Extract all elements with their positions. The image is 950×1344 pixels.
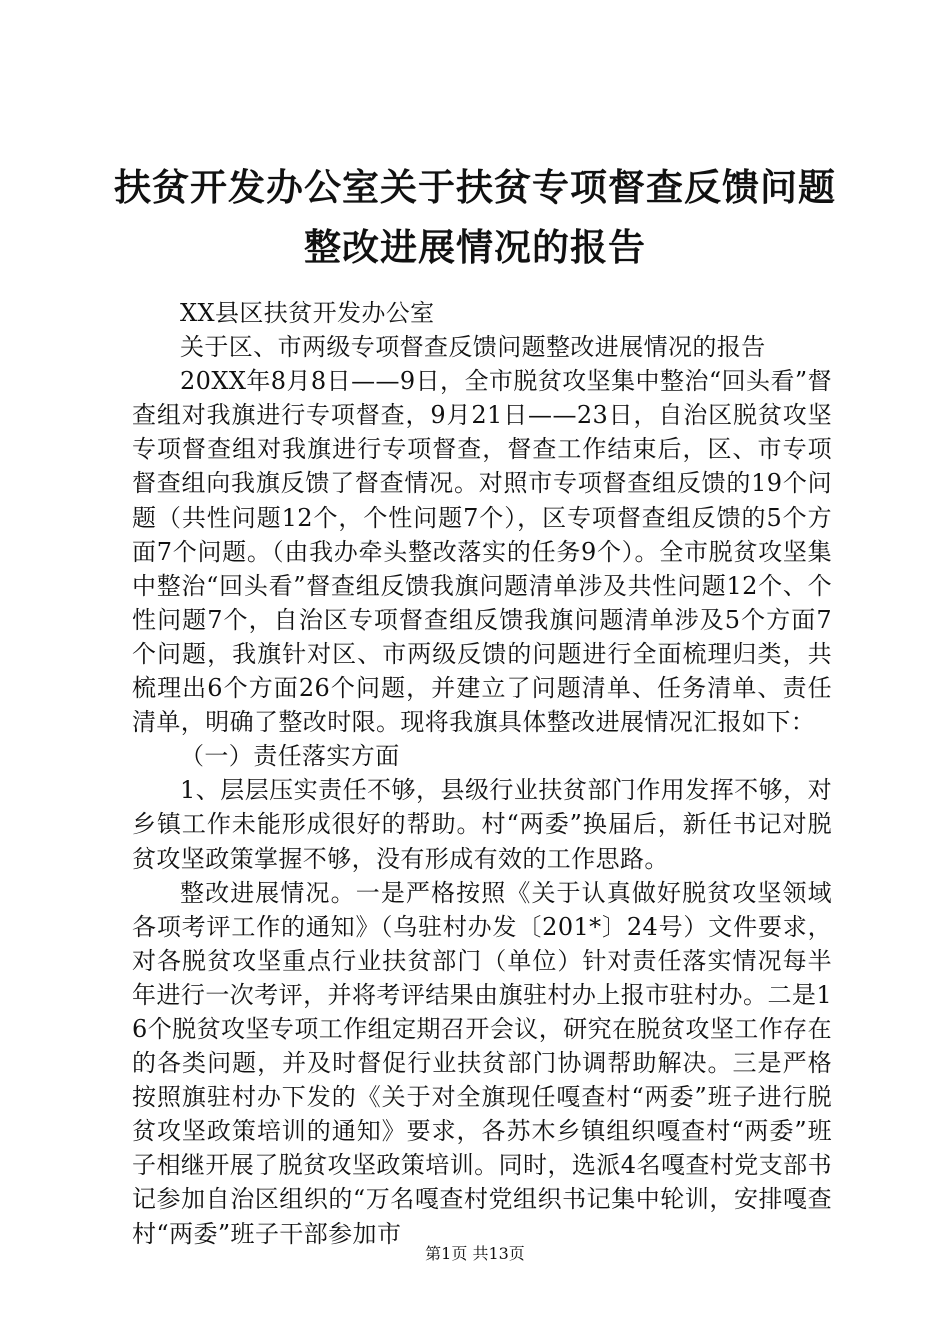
document-body — [132, 296, 832, 1251]
paragraph-office-name: XX县区扶贫开发办公室 — [180, 299, 435, 327]
page-footer: 第1页 共13页 — [425, 1244, 525, 1263]
paragraph-issue-1: 1、层层压实责任不够，县级行业扶贫部门作用发挥不够，对乡镇工作未能形成很好的帮助。村“两委”换届后，新任书记对脱贫攻坚政策掌握不够，没有形成有效的工作思路。 — [132, 776, 832, 873]
paragraph-rectification-progress: 整改进展情况。一是严格按照《关于认真做好脱贫攻坚领域各项考评工作的通知》（乌驻村办发〔201*〕24号）文件要求，对各脱贫攻坚重点行业扶贫部门（单位）针对责任落实情况每半年进行一次考评，并将考评结果由旗驻村办上报市驻村办。二是16个脱贫攻坚专项工作组定期召开会议，研究在脱贫攻坚工作存在的各类问题，并及时督促行业扶贫部门协调帮助解决。三是严格按照旗驻村办下发的《关于对全旗现任嘎查村“两委”班子进行脱贫攻坚政策培训的通知》要求，各苏木乡镇组织嘎查村“两委”班子相继开展了脱贫攻坚政策培训。同时，选派4名嘎查村党支部书记参加自治区组织的“万名嘎查村党组织书记集中轮训，安排嘎查村“两委”班子干部参加市 — [132, 878, 832, 1248]
paragraph-report-heading: 关于区、市两级专项督查反馈问题整改进展情况的报告 — [180, 333, 766, 362]
paragraph-intro: 20XX年8月8日——9日，全市脱贫攻坚集中整治“回头看”督查组对我旗进行专项督查，9月21日——23日，自治区脱贫攻坚专项督查组对我旗进行专项督查，督查工作结束后，区、市专项督查组向我旗反馈了督查情况。对照市专项督查组反馈的19个问题（共性问题12个，个性问题7个），区专项督查组反馈的5个方面7个问题。（由我办牵头整改落实的任务9个）。全市脱贫攻坚集中整治“回头看”督查组反馈我旗问题清单涉及共性问题12个、个性问题7个，自治区专项督查组反馈我旗问题清单涉及5个方面7个问题，我旗针对区、市两级反馈的问题进行全面梳理归类，共梳理出6个方面26个问题，并建立了问题清单、任务清单、责任清单，明确了整改时限。现将我旗具体整改进展情况汇报如下： — [132, 367, 832, 737]
document-title: 扶贫开发办公室关于扶贫专项督查反馈问题整改进展情况的报告 — [114, 166, 836, 269]
section-heading-responsibility: （一）责任落实方面 — [180, 742, 400, 771]
